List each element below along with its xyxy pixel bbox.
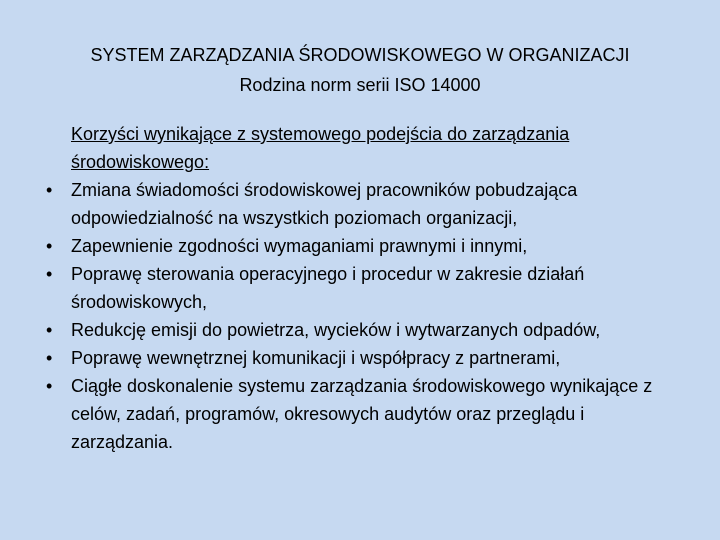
intro-text: Korzyści wynikające z systemowego podejścia do zarządzania środowiskowego: — [71, 124, 570, 172]
bullet-item — [46, 316, 686, 344]
bullet-text: Redukcję emisji do powietrza, wycieków i wytwarzanych odpadów, — [71, 320, 601, 340]
slide-body — [46, 120, 686, 456]
bullet-text: Ciągłe doskonalenie systemu zarządzania środowiskowego wynikające z celów, zadań, programów, okresowych audytów oraz przeglądu i zarządzania. — [71, 376, 653, 452]
bullet-item — [46, 372, 686, 456]
bullet-icon: • — [46, 348, 53, 368]
bullet-item — [46, 260, 686, 316]
bullet-text: Poprawę wewnętrznej komunikacji i współpracy z partnerami, — [71, 348, 561, 368]
bullet-list — [46, 176, 686, 456]
bullet-icon: • — [46, 320, 53, 340]
bullet-item — [46, 232, 686, 260]
title-line-2: Rodzina norm serii ISO 14000 — [239, 75, 481, 95]
bullet-icon: • — [46, 264, 53, 284]
bullet-item — [46, 176, 686, 232]
bullet-text: Zmiana świadomości środowiskowej pracowników pobudzająca odpowiedzialność na wszystkich poziomach organizacji, — [71, 180, 578, 228]
bullet-icon: • — [46, 376, 53, 396]
bullet-item — [46, 344, 686, 372]
bullet-icon: • — [46, 180, 53, 200]
bullet-text: Poprawę sterowania operacyjnego i procedur w zakresie działań środowiskowych, — [71, 264, 585, 312]
title-line-1: SYSTEM ZARZĄDZANIA ŚRODOWISKOWEGO W ORGANIZACJI — [90, 45, 630, 65]
bullet-icon: • — [46, 236, 53, 256]
slide-title — [0, 40, 720, 100]
bullet-text: Zapewnienie zgodności wymaganiami prawnymi i innymi, — [71, 236, 528, 256]
